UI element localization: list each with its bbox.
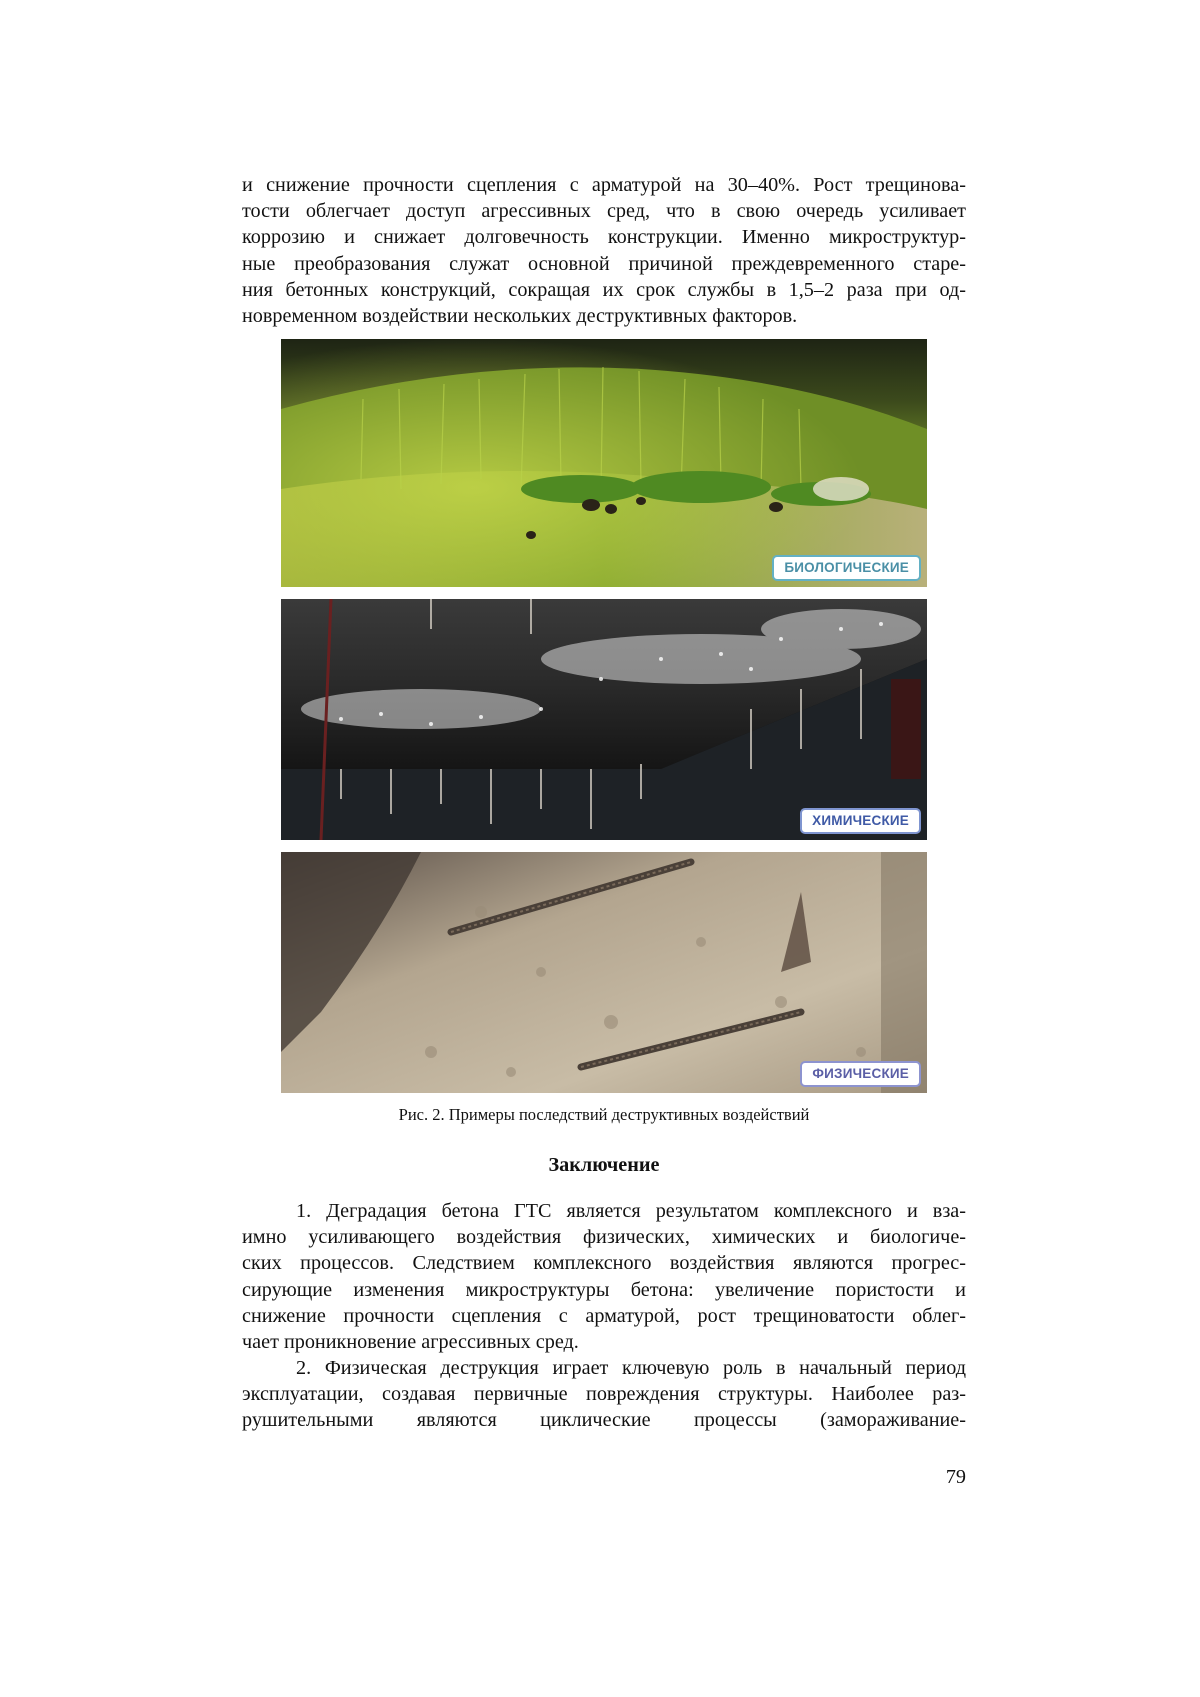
text-line: и снижение прочности сцепления с арматурой на 30–40%. Рост трещинова- xyxy=(242,174,966,196)
intro-paragraph xyxy=(242,172,966,329)
badge-chemical: ХИМИЧЕСКИЕ xyxy=(800,808,921,834)
text-line: снижение прочности сцепления с арматурой, рост трещиноватости облег- xyxy=(242,1304,966,1327)
text-line: 1. Деградация бетона ГТС является результатом комплексного и вза- xyxy=(296,1200,966,1222)
text-line: сирующие изменения микроструктуры бетона: увеличение пористости и xyxy=(242,1278,966,1301)
text-line: имно усиливающего воздействия физических, химических и биологиче- xyxy=(242,1226,966,1249)
figure-panel-biological xyxy=(281,339,927,587)
text-line: ные преобразования служат основной причиной преждевременного старе- xyxy=(242,252,966,275)
exposed-rebar-concrete-photo xyxy=(281,852,927,1093)
figure-caption: Рис. 2. Примеры последствий деструктивных воздействий xyxy=(398,1105,810,1124)
text-line: коррозию и снижает долговечность конструкции. Именно микроструктур- xyxy=(242,226,966,249)
text-line: новременном воздействии нескольких деструктивных факторов. xyxy=(242,305,798,328)
moss-on-concrete-photo xyxy=(281,339,927,587)
text-line: тости облегчает доступ агрессивных сред, что в свою очередь усиливает xyxy=(242,200,966,223)
text-line: ских процессов. Следствием комплексного воздействия являются прогрес- xyxy=(242,1252,966,1275)
page-number: 79 xyxy=(945,1466,966,1488)
text-line: ния бетонных конструкций, сокращая их срок службы в 1,5–2 раза при од- xyxy=(242,278,966,301)
badge-physical: ФИЗИЧЕСКИЕ xyxy=(800,1061,921,1087)
text-line: эксплуатации, создавая первичные повреждения структуры. Наиболее раз- xyxy=(242,1383,966,1406)
figure-panel-physical xyxy=(281,852,927,1093)
text-line: рушительными являются циклические процессы (замораживание- xyxy=(242,1409,966,1432)
text-line: чает проникновение агрессивных сред. xyxy=(242,1331,579,1354)
text-line: 2. Физическая деструкция играет ключевую роль в начальный период xyxy=(296,1357,966,1379)
figure-panel-chemical xyxy=(281,599,927,840)
leaching-stalactites-photo xyxy=(281,599,927,840)
section-heading: Заключение xyxy=(548,1154,660,1176)
conclusion-paragraph-1 xyxy=(242,1198,966,1355)
badge-biological: БИОЛОГИЧЕСКИЕ xyxy=(772,555,921,581)
conclusion-paragraph-2 xyxy=(242,1355,966,1434)
